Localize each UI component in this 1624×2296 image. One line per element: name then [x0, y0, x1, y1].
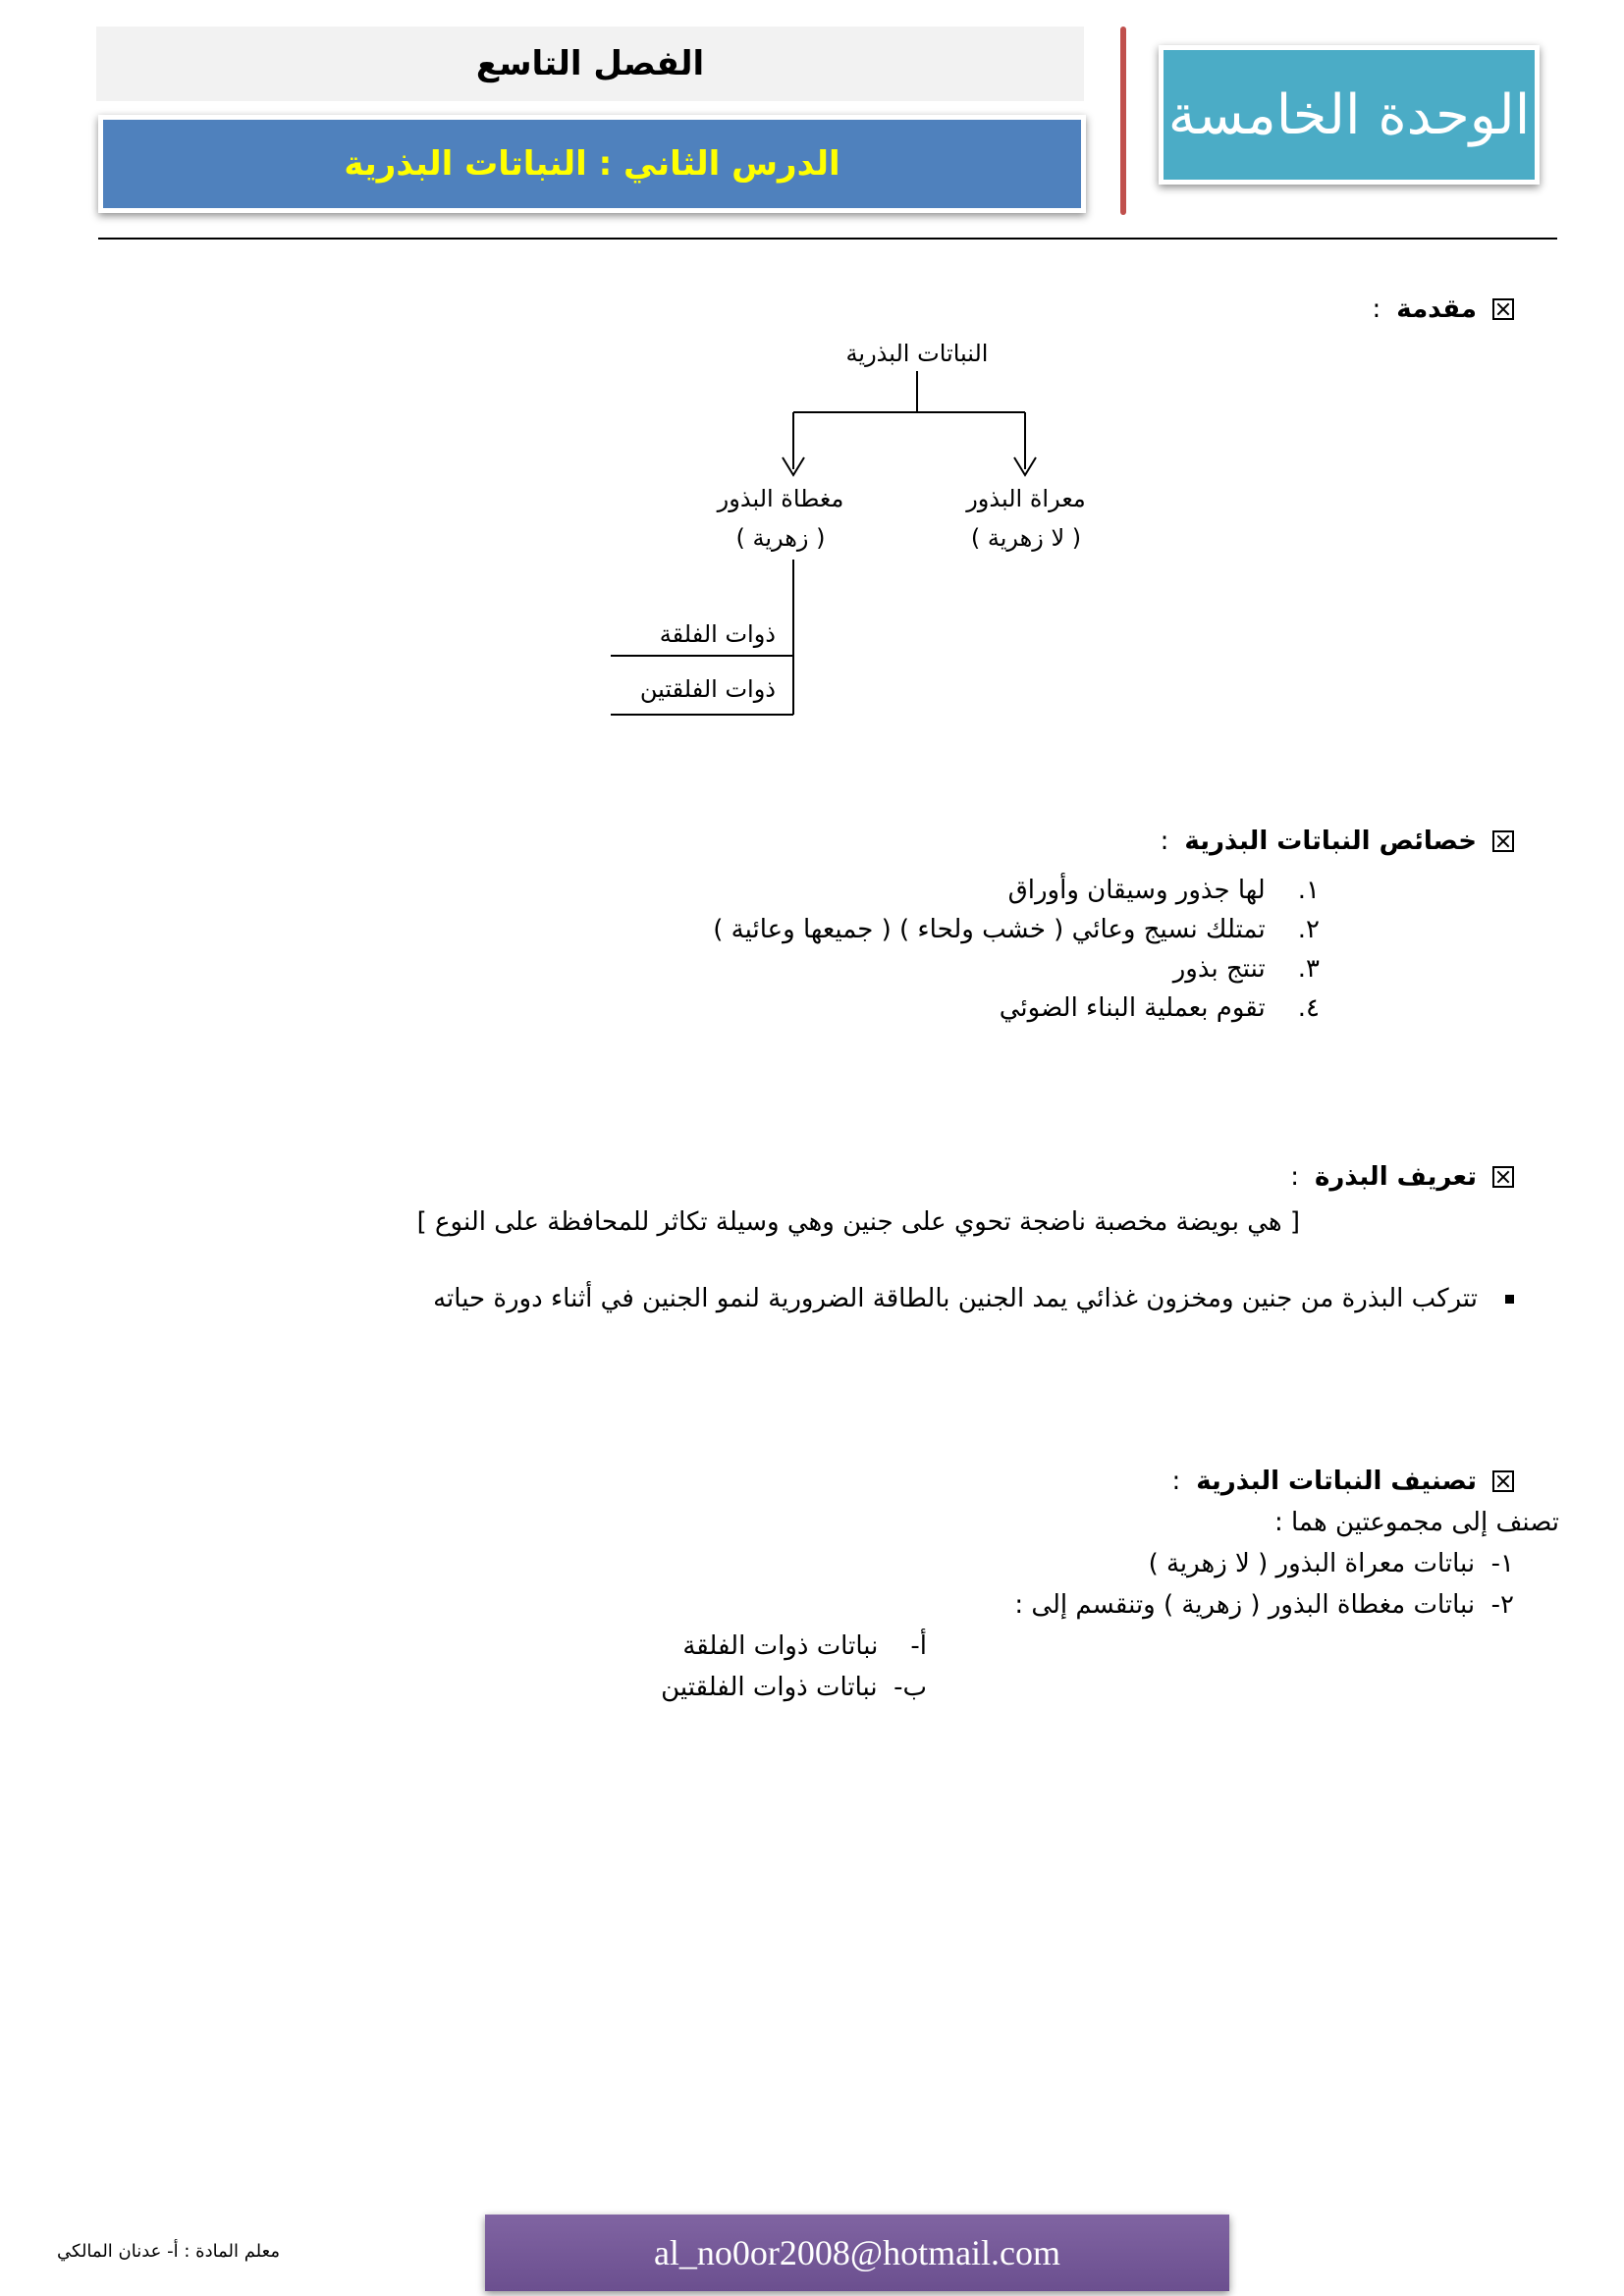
- checkbox-icon: [1492, 1470, 1514, 1492]
- classification-intro: تصنف إلى مجموعتين هما :: [1273, 1508, 1559, 1537]
- seed-definition-text: [ هي بويضة مخصبة ناضجة تحوي على جنين وهي وسيلة تكاثر للمحافظة على النوع ]: [416, 1207, 1300, 1237]
- seed-composition-bullet: [433, 1284, 1514, 1313]
- list-item: [1014, 1590, 1514, 1620]
- unit-title: الوحدة الخامسة: [1167, 82, 1531, 147]
- lesson-title: الدرس الثاني : النباتات البذرية: [344, 144, 840, 184]
- tree-root-label: النباتات البذرية: [845, 340, 989, 367]
- list-item-number: ٤.: [1297, 993, 1320, 1023]
- email-banner: [485, 2215, 1229, 2291]
- list-item-text: تنتج بذور: [1172, 954, 1266, 984]
- intro-heading-colon: :: [1372, 294, 1381, 324]
- list-item-number: ١.: [1297, 876, 1320, 905]
- list-item: [713, 915, 1320, 944]
- list-item: [661, 1673, 927, 1702]
- list-item-text: نباتات مغطاة البذور ( زهرية ) وتنقسم إلى :: [1014, 1590, 1476, 1620]
- intro-heading-text: مقدمة: [1396, 294, 1477, 324]
- tree-left-subtitle: ( زهرية ): [735, 524, 826, 552]
- tree-left-title: مغطاة البذور: [717, 485, 844, 512]
- list-item: [1173, 954, 1320, 984]
- tree-right-title: معراة البذور: [966, 485, 1086, 512]
- email-address: al_no0or2008@hotmail.com: [653, 2233, 1061, 2272]
- tree-sub-item-2: ذوات الفلقتين: [639, 675, 776, 703]
- list-item-text: تمتلك نسيج وعائي ( خشب ولحاء ) ( جميعها وعائية ): [713, 915, 1266, 944]
- list-item-text: نباتات ذوات الفلقة: [682, 1631, 879, 1661]
- checkbox-icon: [1492, 830, 1514, 852]
- characteristics-heading: [1161, 827, 1514, 856]
- list-item: [1000, 993, 1320, 1023]
- list-item-text: نباتات معراة البذور ( لا زهرية ): [1148, 1549, 1476, 1578]
- seed-definition-heading: [1290, 1162, 1514, 1192]
- teacher-credit: معلم المادة : أ- عدنان المالكي: [57, 2241, 280, 2262]
- list-item-text: نباتات ذوات الفلقتين: [661, 1673, 878, 1702]
- characteristics-heading-colon: :: [1160, 827, 1169, 856]
- seed-composition-text: تتركب البذرة من جنين ومخزون غذائي يمد الجنين بالطاقة الضرورية لنمو الجنين في أثناء دورة حياته: [433, 1284, 1478, 1313]
- classification-heading-text: تصنيف النباتات البذرية: [1196, 1467, 1477, 1496]
- list-item: [1008, 876, 1320, 905]
- classification-tree-diagram: [0, 0, 1624, 785]
- tree-sub-item-1: ذوات الفلقة: [659, 620, 776, 648]
- list-item-number: ب-: [893, 1673, 927, 1702]
- list-item-number: ٢.: [1297, 915, 1320, 944]
- seed-definition-heading-text: تعريف البذرة: [1314, 1162, 1477, 1192]
- classification-heading-colon: :: [1171, 1467, 1181, 1496]
- list-item-number: ١-: [1490, 1549, 1514, 1578]
- tree-right-subtitle: ( لا زهرية ): [970, 524, 1082, 552]
- list-item: [682, 1631, 927, 1661]
- chapter-title: الفصل التاسع: [475, 44, 705, 83]
- checkbox-icon: [1492, 1166, 1514, 1188]
- list-item-text: لها جذور وسيقان وأوراق: [1007, 876, 1266, 905]
- classification-heading: [1171, 1467, 1514, 1496]
- bullet-square-icon: [1505, 1295, 1514, 1304]
- seed-definition-heading-colon: :: [1290, 1162, 1299, 1192]
- characteristics-heading-text: خصائص النباتات البذرية: [1184, 827, 1477, 856]
- list-item: [1149, 1549, 1514, 1578]
- list-item-number: ٢-: [1490, 1590, 1514, 1620]
- list-item-number: أ-: [910, 1631, 927, 1661]
- list-item-text: تقوم بعملية البناء الضوئي: [999, 993, 1266, 1023]
- list-item-number: ٣.: [1297, 954, 1320, 984]
